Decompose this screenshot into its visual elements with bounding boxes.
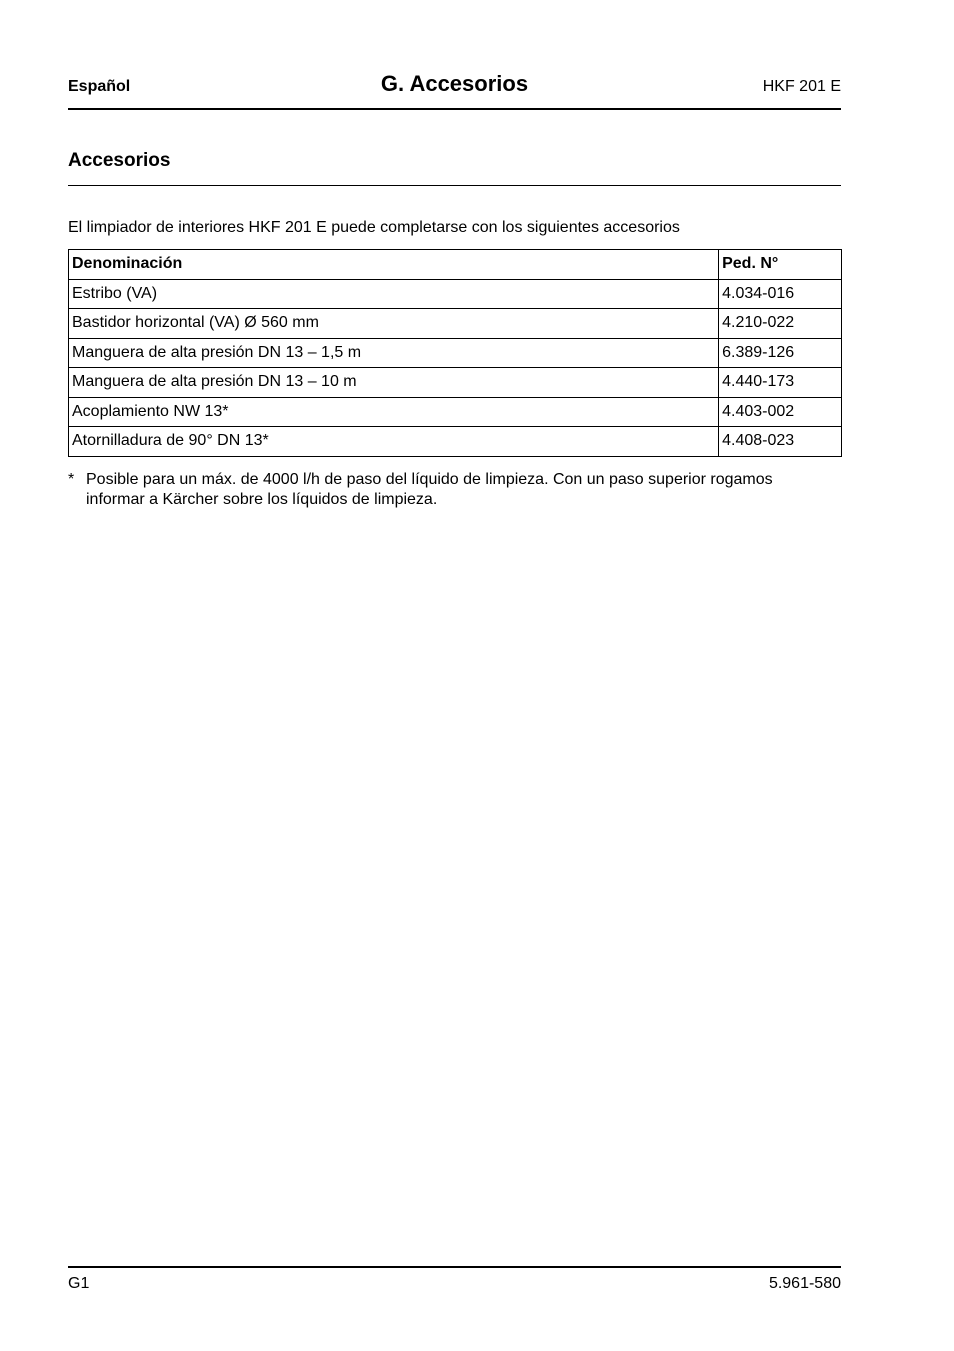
table-header-row	[69, 250, 842, 280]
order-number: 4.034-016	[719, 279, 842, 309]
accessory-name: Manguera de alta presión DN 13 – 1,5 m	[69, 338, 719, 368]
section-heading: Accesorios	[68, 150, 841, 186]
document-number: 5.961-580	[768, 1275, 841, 1292]
table-row	[69, 279, 842, 309]
document-page	[68, 0, 841, 1351]
accessory-name: Acoplamiento NW 13*	[69, 397, 719, 427]
footnote-mark: *	[68, 471, 75, 488]
order-number: 4.440-173	[719, 368, 842, 398]
table-row	[69, 338, 842, 368]
table-row	[69, 427, 842, 457]
table-row	[69, 309, 842, 339]
order-number: 4.408-023	[719, 427, 842, 457]
chapter-title: G. Accesorios	[380, 71, 529, 96]
accessory-name: Manguera de alta presión DN 13 – 10 m	[69, 368, 719, 398]
table-row	[69, 368, 842, 398]
footnote	[68, 470, 841, 510]
accessories-table	[68, 249, 842, 457]
language-label: Español	[68, 78, 131, 95]
model-label: HKF 201 E	[762, 78, 841, 95]
accessory-name: Bastidor horizontal (VA) Ø 560 mm	[69, 309, 719, 339]
column-header-name: Denominación	[69, 250, 719, 280]
order-number: 6.389-126	[719, 338, 842, 368]
intro-text: El limpiador de interiores HKF 201 E puede completarse con los siguientes accesorios	[68, 219, 680, 236]
order-number: 4.210-022	[719, 309, 842, 339]
page-number: G1	[68, 1275, 90, 1292]
accessory-name: Atornilladura de 90° DN 13*	[69, 427, 719, 457]
order-number: 4.403-002	[719, 397, 842, 427]
page-footer	[68, 1266, 841, 1298]
column-header-number: Ped. N°	[719, 250, 842, 280]
footnote-text: Posible para un máx. de 4000 l/h de paso del líquido de limpieza. Con un paso superior rogamos informar a Kärcher sobre los líquidos de limpieza.	[86, 471, 773, 508]
page-header	[68, 68, 841, 110]
accessory-name: Estribo (VA)	[69, 279, 719, 309]
table-row	[69, 397, 842, 427]
